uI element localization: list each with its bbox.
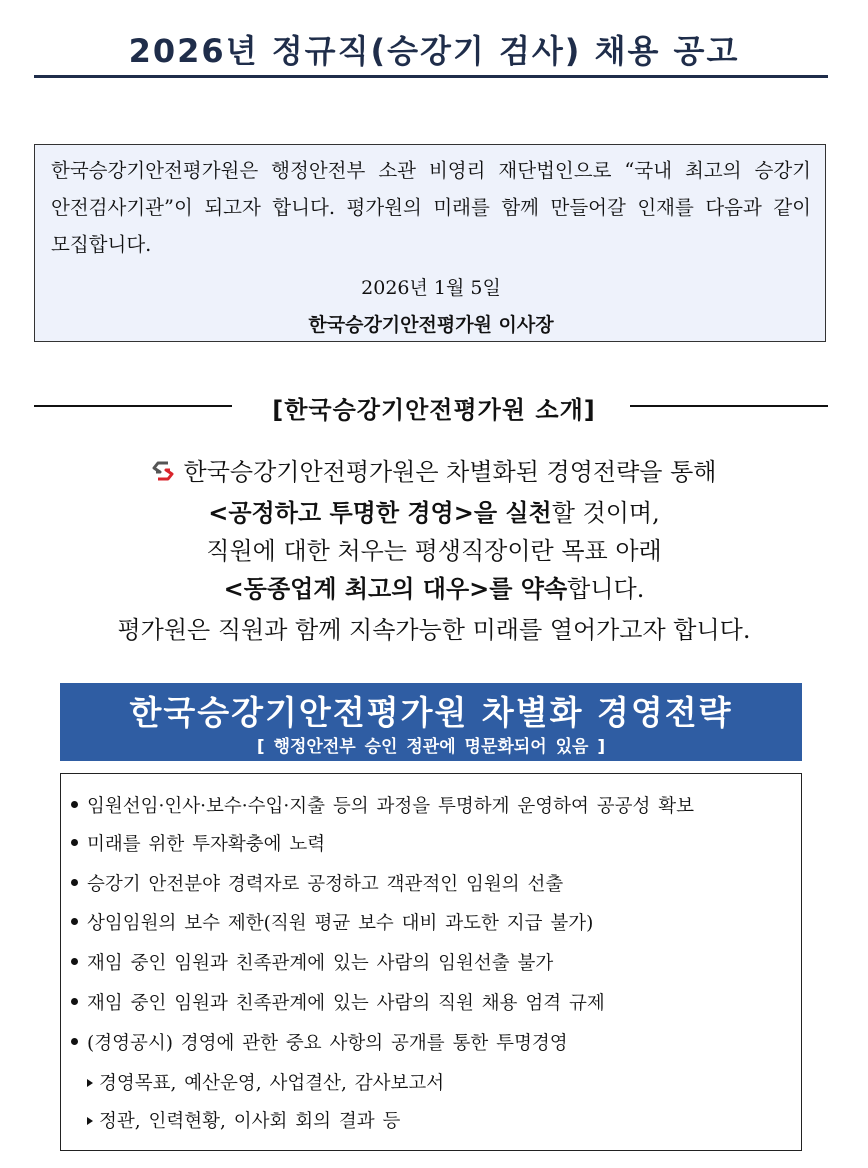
intro-line-2 (0, 496, 868, 530)
bullet-icon (71, 801, 78, 808)
intro-line-5: 평가원은 직원과 함께 지속가능한 미래를 열어가고자 합니다. (117, 616, 751, 644)
bullet-icon (71, 918, 78, 925)
bullet-icon (71, 839, 78, 846)
strategy-banner (60, 683, 802, 761)
list-item: 상임임원의 보수 제한(직원 평균 보수 대비 과도한 지급 불가) (71, 909, 593, 935)
notice-text: 한국승강기안전평가원은 행정안전부 소관 비영리 재단법인으로 “국내 최고의 승강기 안전검사기관”이 되고자 합니다. 평가원의 미래를 함께 만들어갈 인재를 다음과 같이 모집합니다. (51, 159, 811, 256)
notice-box (34, 144, 826, 342)
triangle-bullet-icon (87, 1117, 93, 1125)
intro-line-4 (0, 572, 868, 606)
notice-date: 2026년 1월 5일 (361, 277, 501, 299)
intro-text-1: 한국승강기안전평가원은 차별화된 경영전략을 통해 (183, 458, 717, 486)
intro-text-4: 합니다. (567, 575, 645, 603)
page-title: 2026년 정규직(승강기 검사) 채용 공고 (128, 32, 740, 70)
list-item: 임원선임·인사·보수·수입·지출 등의 과정을 투명하게 운영하여 공공성 확보 (71, 792, 694, 818)
list-item: 미래를 위한 투자확충에 노력 (71, 830, 325, 856)
intro-line-1 (0, 455, 868, 489)
strategy-list-box (60, 773, 802, 1151)
list-item: 승강기 안전분야 경력자로 공정하고 객관적인 임원의 선출 (71, 870, 563, 896)
intro-section-title: [한국승강기안전평가원 소개] (272, 396, 596, 424)
title-divider (34, 75, 828, 78)
bullet-icon (71, 1038, 78, 1045)
list-item: 재임 중인 임원과 친족관계에 있는 사람의 직원 채용 엄격 규제 (71, 989, 605, 1015)
bullet-icon (71, 998, 78, 1005)
bullet-icon (71, 958, 78, 965)
intro-line-3: 직원에 대한 처우는 평생직장이란 목표 아래 (206, 537, 662, 565)
intro-emphasis-2: <동종업계 최고의 대우>를 약속 (223, 575, 568, 603)
notice-signature: 한국승강기안전평가원 이사장 (308, 314, 554, 336)
sub-list-item: 정관, 인력현황, 이사회 회의 결과 등 (71, 1107, 400, 1133)
list-item: 재임 중인 임원과 친족관계에 있는 사람의 임원선출 불가 (71, 949, 553, 975)
ksi-logo-icon (152, 460, 174, 482)
triangle-bullet-icon (87, 1079, 93, 1087)
list-item: (경영공시) 경영에 관한 중요 사항의 공개를 통한 투명경영 (71, 1029, 568, 1055)
section-line-right (630, 405, 828, 407)
strategy-title: 한국승강기안전평가원 차별화 경영전략 (129, 693, 733, 732)
intro-text-2: 할 것이며, (551, 499, 660, 527)
intro-emphasis-1: <공정하고 투명한 경영>을 실천 (208, 499, 552, 527)
bullet-icon (71, 879, 78, 886)
strategy-subtitle: [ 행정안전부 승인 정관에 명문화되어 있음 ] (256, 737, 606, 757)
sub-list-item: 경영목표, 예산운영, 사업결산, 감사보고서 (71, 1069, 444, 1095)
